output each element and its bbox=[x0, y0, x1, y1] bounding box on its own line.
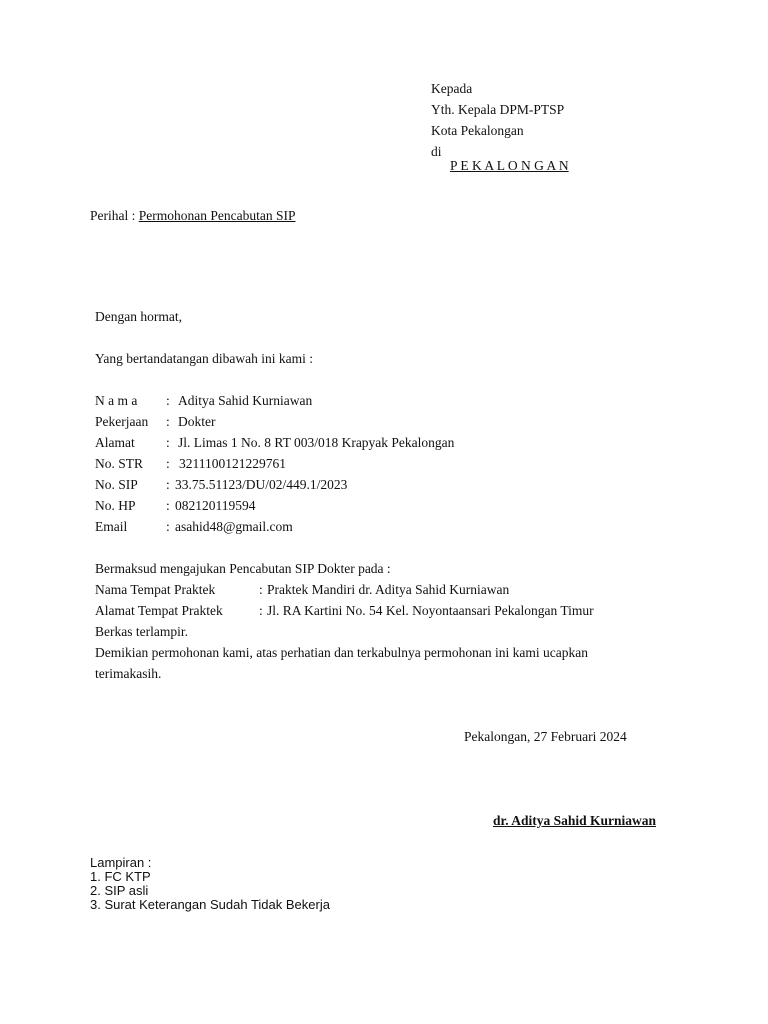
field-value: 33.75.51123/DU/02/449.1/2023 bbox=[175, 477, 348, 492]
intro-text: Yang bertandatangan dibawah ini kami : bbox=[95, 351, 313, 366]
field-separator: : bbox=[166, 477, 170, 492]
recipient-line-city: Kota Pekalongan bbox=[431, 123, 524, 138]
recipient-destination-city: P E K A L O N G A N bbox=[450, 158, 569, 173]
place-value: Jl. RA Kartini No. 54 Kel. Noyontaansari Pekalongan Timur bbox=[267, 603, 594, 618]
place-date: Pekalongan, 27 Februari 2024 bbox=[464, 729, 627, 744]
field-separator: : bbox=[166, 519, 170, 534]
place-separator: : bbox=[259, 582, 263, 597]
field-value: Aditya Sahid Kurniawan bbox=[178, 393, 313, 408]
field-value: Jl. Limas 1 No. 8 RT 003/018 Krapyak Pekalongan bbox=[178, 435, 455, 450]
field-value: 082120119594 bbox=[175, 498, 256, 513]
place-separator: : bbox=[259, 603, 263, 618]
subject-label: Perihal : bbox=[90, 208, 136, 223]
field-label: Alamat bbox=[95, 435, 135, 450]
place-value: Praktek Mandiri dr. Aditya Sahid Kurniawan bbox=[267, 582, 510, 597]
field-label: Email bbox=[95, 519, 128, 534]
field-value: Dokter bbox=[178, 414, 216, 429]
place-label: Nama Tempat Praktek bbox=[95, 582, 216, 597]
field-label: No. SIP bbox=[95, 477, 138, 492]
field-separator: : bbox=[166, 435, 170, 450]
field-separator: : bbox=[166, 414, 170, 429]
recipient-line-kepada: Kepada bbox=[431, 81, 473, 96]
field-label: No. STR bbox=[95, 456, 144, 471]
subject-line bbox=[90, 208, 295, 224]
recipient-line-title: Yth. Kepala DPM-PTSP bbox=[431, 102, 565, 117]
list-item: 2. SIP asli bbox=[90, 883, 149, 898]
greeting: Dengan hormat, bbox=[95, 309, 182, 324]
attachment-note: Berkas terlampir. bbox=[95, 624, 188, 639]
purpose-text: Bermaksud mengajukan Pencabutan SIP Dokter pada : bbox=[95, 561, 391, 576]
place-label: Alamat Tempat Praktek bbox=[95, 603, 223, 618]
field-label: No. HP bbox=[95, 498, 136, 513]
field-label: Pekerjaan bbox=[95, 414, 149, 429]
signatory-name: dr. Aditya Sahid Kurniawan bbox=[493, 813, 657, 828]
field-separator: : bbox=[166, 456, 170, 471]
subject-value: Permohonan Pencabutan SIP bbox=[138, 208, 296, 223]
field-separator: : bbox=[166, 393, 170, 408]
attachments-title: Lampiran : bbox=[90, 855, 152, 870]
field-value: 3211100121229761 bbox=[179, 456, 286, 471]
closing-line-2: terimakasih. bbox=[95, 666, 162, 681]
closing-line-1: Demikian permohonan kami, atas perhatian dan terkabulnya permohonan ini kami ucapkan bbox=[95, 645, 588, 660]
list-item: 3. Surat Keterangan Sudah Tidak Bekerja bbox=[90, 897, 330, 912]
list-item: 1. FC KTP bbox=[90, 869, 151, 884]
field-label: N a m a bbox=[95, 393, 138, 408]
recipient-line-di: di bbox=[431, 144, 442, 159]
field-separator: : bbox=[166, 498, 170, 513]
field-value: asahid48@gmail.com bbox=[175, 519, 293, 534]
